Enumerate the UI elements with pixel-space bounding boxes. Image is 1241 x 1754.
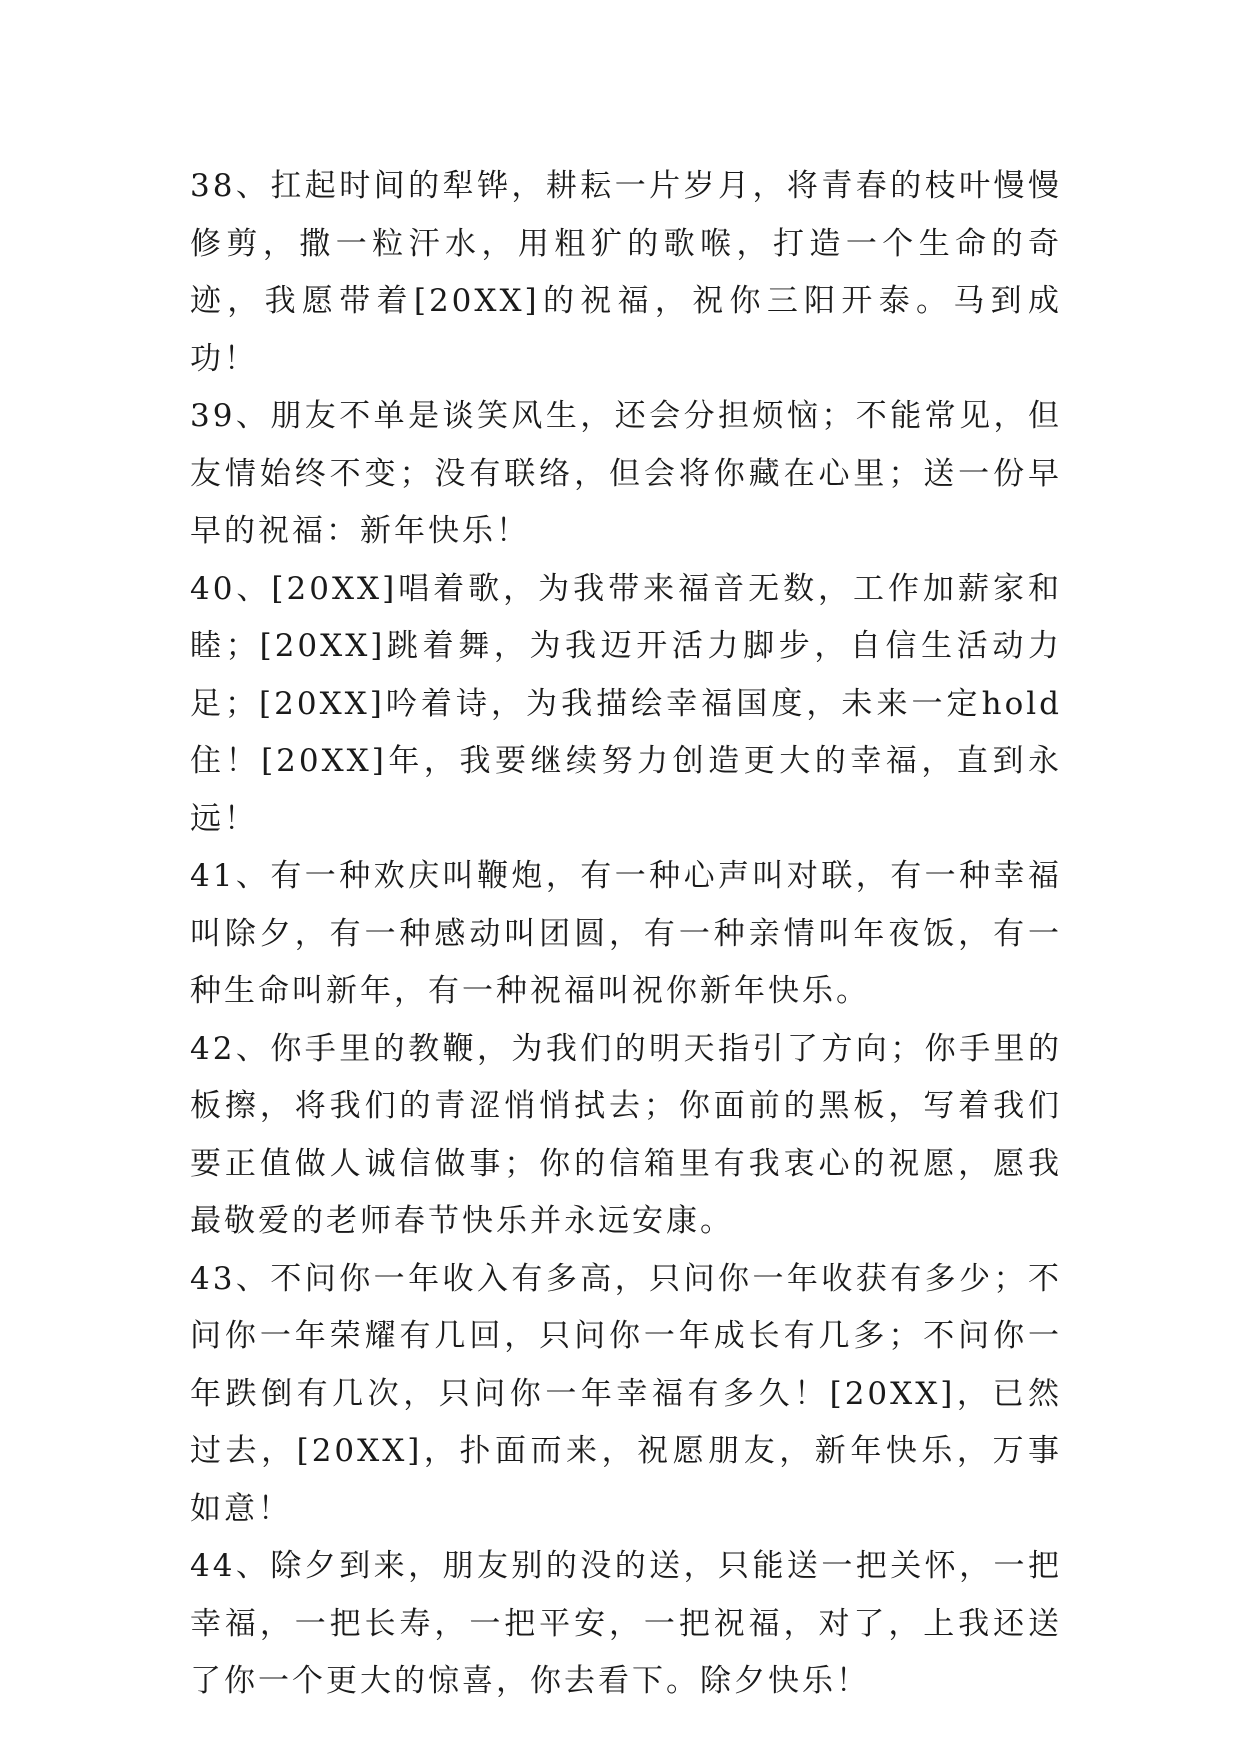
greeting-item-42: 42、你手里的教鞭，为我们的明天指引了方向；你手里的板擦，将我们的青涩悄悄拭去；你面前的黑板，写着我们要正值做人诚信做事；你的信箱里有我衷心的祝愿，愿我最敬爱的老师春节快乐并永远安康。 — [190, 1030, 1062, 1239]
greeting-item-44: 44、除夕到来，朋友别的没的送，只能送一把关怀，一把幸福，一把长寿，一把平安，一把祝福，对了，上我还送了你一个更大的惊喜，你去看下。除夕快乐！ — [190, 1548, 1062, 1699]
greeting-item-43: 43、不问你一年收入有多高，只问你一年收获有多少；不问你一年荣耀有几回，只问你一年成长有几多；不问你一年跌倒有几次，只问你一年幸福有多久！[20XX]，已然过去，[20XX]，扑面而来，祝愿朋友，新年快乐，万事如意！ — [190, 1260, 1062, 1527]
greeting-item-39: 39、朋友不单是谈笑风生，还会分担烦恼；不能常见，但友情始终不变；没有联络，但会将你藏在心里；送一份早早的祝福：新年快乐！ — [190, 398, 1062, 549]
document-body — [190, 158, 1062, 1711]
greeting-item-41: 41、有一种欢庆叫鞭炮，有一种心声叫对联，有一种幸福叫除夕，有一种感动叫团圆，有一种亲情叫年夜饭，有一种生命叫新年，有一种祝福叫祝你新年快乐。 — [190, 858, 1062, 1009]
greeting-item-40: 40、[20XX]唱着歌，为我带来福音无数，工作加薪家和睦；[20XX]跳着舞，为我迈开活力脚步，自信生活动力足；[20XX]吟着诗，为我描绘幸福国度，未来一定hold住！[20XX]年，我要继续努力创造更大的幸福，直到永远！ — [190, 570, 1062, 837]
greeting-item-38: 38、扛起时间的犁铧，耕耘一片岁月，将青春的枝叶慢慢修剪，撒一粒汗水，用粗犷的歌喉，打造一个生命的奇迹，我愿带着[20XX]的祝福，祝你三阳开泰。马到成功！ — [190, 168, 1062, 377]
